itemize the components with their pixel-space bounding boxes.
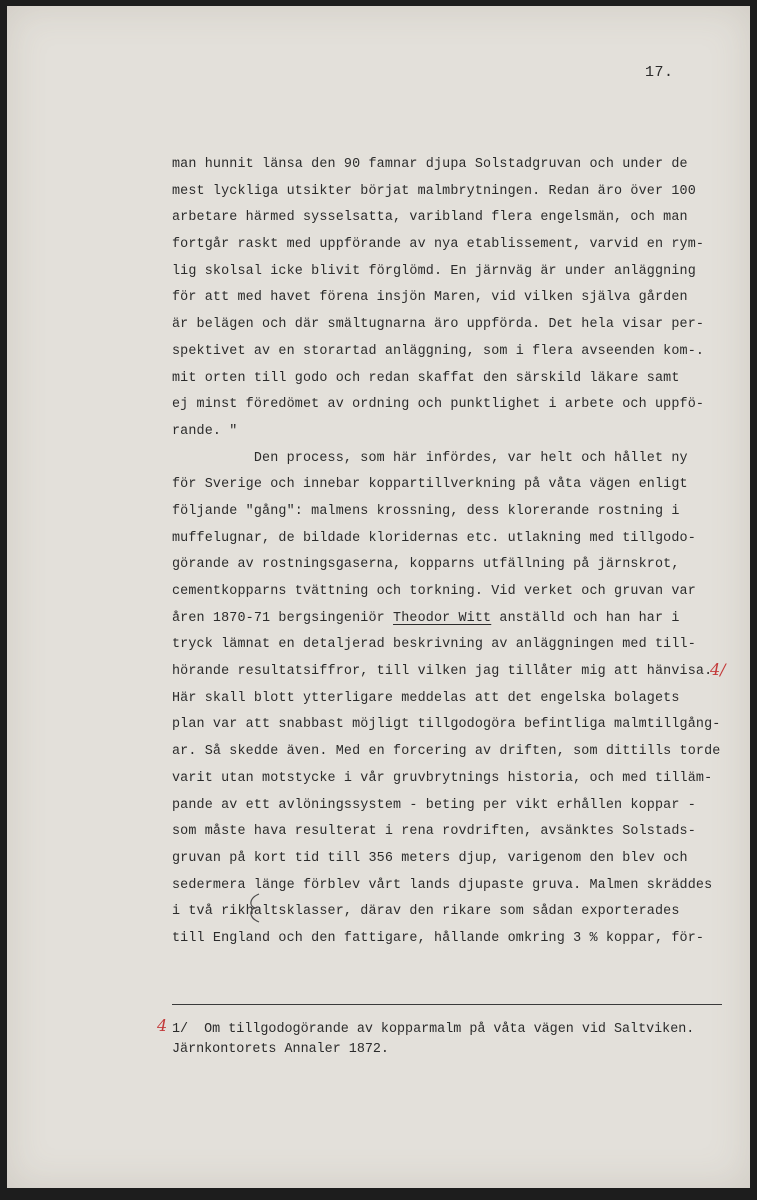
handwritten-footnote-mark: 4 (157, 1016, 168, 1035)
text-fragment: anställd och han har i (491, 610, 680, 626)
underlined-name: Theodor Witt (393, 610, 492, 626)
text-fragment: åren 1870-71 bergsingeniör (172, 610, 394, 626)
document-page (7, 6, 750, 1188)
text-line: lig skolsal icke blivit förglömd. En järnväg är under anläggning (172, 263, 696, 279)
text-line: spektivet av en storartad anläggning, som i flera avseenden kom-. (172, 343, 705, 359)
text-line: Den process, som här infördes, var helt och hållet ny (172, 450, 688, 466)
text-line (172, 606, 732, 633)
page-number: 17. (645, 64, 674, 81)
text-line: rande. " (172, 423, 238, 439)
text-line: arbetare härmed sysselsatta, varibland flera engelsmän, och man (172, 210, 688, 226)
text-line: som måste hava resulterat i rena rovdriften, avsänktes Solstads- (172, 824, 696, 840)
text-line: till England och den fattigare, hållande omkring 3 % koppar, för- (172, 930, 705, 946)
text-line: cementkopparns tvättning och torkning. Vid verket och gruvan var (172, 584, 696, 599)
text-line: för att med havet förena insjön Maren, vid vilken själva gården (172, 290, 688, 306)
text-line: för Sverige och innebar koppartillverkning på våta vägen enligt (172, 477, 688, 493)
text-line: Här skall blott ytterligare meddelas att det engelska bolagets (172, 690, 680, 706)
footnote-line: Järnkontorets Annaler 1872. (172, 1042, 389, 1057)
text-line: man hunnit länsa den 90 famnar djupa Solstadgruvan och under de (172, 157, 688, 172)
text-line: muffelugnar, de bildade kloridernas etc. utlakning med tillgodo- (172, 530, 696, 546)
text-line: ej minst föredömet av ordning och punktlighet i arbete och uppfö- (172, 397, 705, 413)
text-line: följande "gång": malmens krossning, dess klorerande rostning i (172, 503, 680, 519)
text-line: hörande resultatsiffror, till vilken jag tillåter mig att hänvisa. (172, 664, 713, 680)
text-line: tryck lämnat en detaljerad beskrivning av anläggningen med till- (172, 637, 696, 653)
text-line: mest lyckliga utsikter börjat malmbrytningen. Redan äro över 100 (172, 183, 696, 199)
text-line: sedermera länge förblev vårt lands djupaste gruva. Malmen skräddes (172, 877, 713, 893)
text-line: mit orten till godo och redan skaffat den särskild läkare samt (172, 370, 680, 386)
footnote-divider (172, 1004, 722, 1005)
handwritten-note-mark: 4/ (710, 660, 726, 679)
text-line: pande av ett avlöningssystem - beting per vikt erhållen koppar - (172, 797, 696, 813)
pencil-bracket-mark (243, 892, 263, 924)
body-text (172, 152, 732, 953)
text-line: är belägen och där smältugnarna äro uppförda. Det hela visar per- (172, 317, 705, 333)
text-line: plan var att snabbast möjligt tillgodogöra befintliga malmtillgång- (172, 717, 721, 733)
text-line: görande av rostningsgaserna, kopparns utfällning på järnskrot, (172, 557, 680, 573)
text-line: fortgår raskt med uppförande av nya etablissement, varvid en rym- (172, 237, 705, 253)
text-line: gruvan på kort tid till 356 meters djup, varigenom den blev och (172, 850, 688, 866)
text-line: varit utan motstycke i vår gruvbrytnings historia, och med tilläm- (172, 770, 713, 786)
footnote (172, 1020, 732, 1060)
text-line: i två rikhaltsklasser, därav den rikare som sådan exporterades (172, 904, 680, 920)
text-line: ar. Så skedde även. Med en forcering av driften, som dittills torde (172, 744, 721, 760)
footnote-line: 1/ Om tillgodogörande av kopparmalm på våta vägen vid Saltviken. (172, 1022, 695, 1037)
